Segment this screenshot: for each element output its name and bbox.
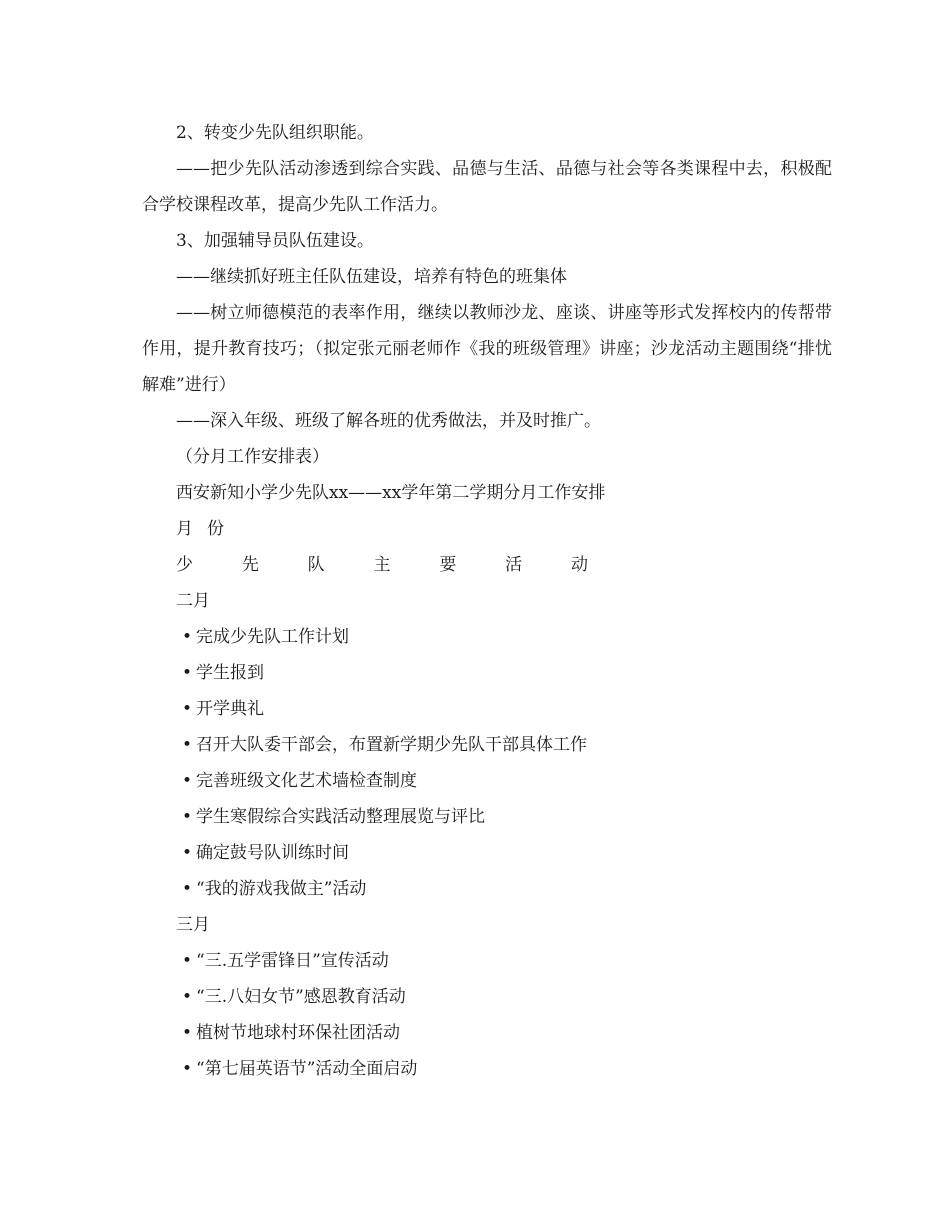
bullet-icon: • [182, 807, 193, 827]
bullet-icon: • [182, 1059, 193, 1079]
list-item [142, 619, 832, 655]
bullet-icon: • [182, 771, 193, 791]
activity-header-char: 主 [373, 555, 391, 575]
section-3-item-2: ——树立师德模范的表率作用，继续以教师沙龙、座谈、讲座等形式发挥校内的传帮带作用，提升教育技巧；（拟定张元丽老师作《我的班级管理》讲座；沙龙活动主题围绕“排忧解难”进行） [142, 303, 832, 395]
list-item [142, 763, 832, 799]
activity-header-char: 先 [241, 555, 259, 575]
schedule-title: 西安新知小学少先队xx——xx学年第二学期分月工作安排 [176, 483, 606, 503]
list-item [142, 1015, 832, 1051]
list-item [142, 835, 832, 871]
month-header-char: 份 [207, 519, 224, 539]
list-item [142, 1051, 832, 1087]
month-february [142, 583, 832, 907]
activity-column-header [142, 547, 588, 583]
list-item-text: 召开大队委干部会，布置新学期少先队干部具体工作 [196, 735, 587, 755]
list-item [142, 979, 832, 1015]
activity-header-char: 队 [307, 555, 325, 575]
list-item-text: 确定鼓号队训练时间 [196, 843, 349, 863]
list-item [142, 691, 832, 727]
activity-header-char: 活 [505, 555, 523, 575]
section-3-item-2-block [142, 295, 832, 403]
list-item-text: 学生报到 [196, 663, 264, 683]
bullet-icon: • [182, 627, 193, 647]
list-item-text: 开学典礼 [196, 699, 264, 719]
list-item-text: “第七届英语节”活动全面启动 [196, 1059, 418, 1079]
list-item-text: “三.五学雷锋日”宣传活动 [196, 951, 389, 971]
bullet-icon: • [182, 879, 193, 899]
section-2-heading: 2、转变少先队组织职能。 [176, 123, 374, 143]
bullet-icon: • [182, 951, 193, 971]
list-item-text: 完善班级文化艺术墙检查制度 [196, 771, 417, 791]
bullet-icon: • [182, 663, 193, 683]
list-item [142, 871, 832, 907]
activity-header-char: 动 [570, 555, 588, 575]
schedule-note: （分月工作安排表） [176, 447, 329, 467]
document-body [142, 115, 832, 1087]
bullet-icon: • [182, 735, 193, 755]
list-item-text: 学生寒假综合实践活动整理展览与评比 [196, 807, 485, 827]
month-march [142, 907, 832, 1087]
month-column-header [142, 511, 832, 547]
list-item [142, 727, 832, 763]
month-name: 三月 [176, 915, 210, 935]
list-item-text: “我的游戏我做主”活动 [196, 879, 367, 899]
list-item-text: “三.八妇女节”感恩教育活动 [196, 987, 406, 1007]
activity-header-char: 要 [439, 555, 457, 575]
section-3-item-3: ——深入年级、班级了解各班的优秀做法，并及时推广。 [176, 411, 601, 431]
section-2-paragraph: ——把少先队活动渗透到综合实践、品德与生活、品德与社会等各类课程中去，积极配合学校课程改革，提高少先队工作活力。 [142, 159, 832, 215]
section-3-heading: 3、加强辅导员队伍建设。 [176, 231, 374, 251]
bullet-icon: • [182, 843, 193, 863]
month-header-char: 月 [176, 519, 193, 539]
bullet-icon: • [182, 699, 193, 719]
activity-header-char: 少 [176, 555, 193, 575]
list-item [142, 943, 832, 979]
section-3-item-1: ——继续抓好班主任队伍建设，培养有特色的班集体 [176, 267, 567, 287]
list-item [142, 655, 832, 691]
section-2-paragraph-block [142, 151, 832, 223]
bullet-icon: • [182, 987, 193, 1007]
list-item-text: 植树节地球村环保社团活动 [196, 1023, 400, 1043]
list-item [142, 799, 832, 835]
month-name: 二月 [176, 591, 210, 611]
bullet-icon: • [182, 1023, 193, 1043]
list-item-text: 完成少先队工作计划 [196, 627, 349, 647]
